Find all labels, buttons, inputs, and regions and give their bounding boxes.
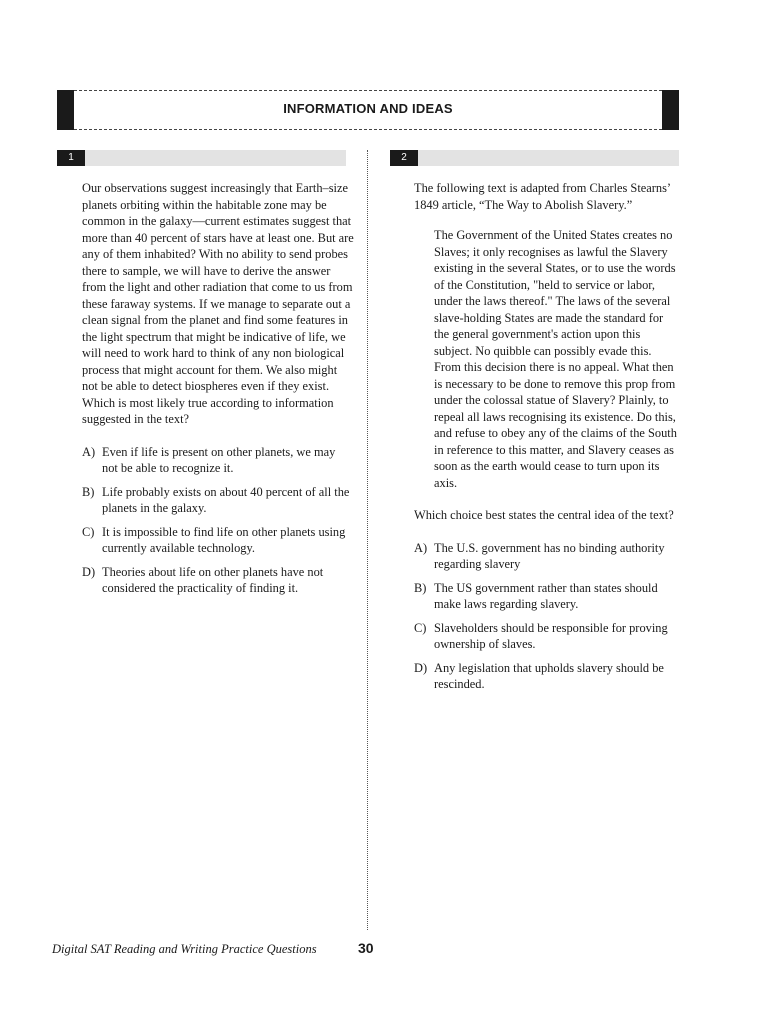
choice-text: The U.S. government has no binding authority regarding slavery: [434, 540, 665, 571]
question-2-passage: The Government of the United States creates no Slaves; it only recognises as lawful the Slavery existing in the several States, or to use the words of the Constitution, "held to service or labor, under the laws thereof." The laws of the several slave-holding States are made the standard for the general government's action upon this subject. No quibble can possibly evade this. From this decision there is no appeal. What then is necessary to be done to remove this prop from under the colossal statue of Slavery? Plainly, to repeal all laws recognising its existence. Do this, and refuse to obey any of the claims of the South in reference to this matter, and Slavery ceases as soon as the earth would cease to turn upon its axis.: [434, 228, 677, 490]
choice-letter: A): [82, 444, 96, 459]
column-divider: [367, 150, 368, 930]
choice-text: The US government rather than states should make laws regarding slavery.: [434, 580, 658, 611]
choice-text: Theories about life on other planets have not considered the practicality of finding it.: [102, 564, 324, 595]
header-bottom-rule: [74, 129, 662, 130]
question-1-choice-c[interactable]: [82, 524, 354, 557]
question-2-stem: Which choice best states the central idea of the text?: [414, 508, 674, 522]
choice-letter: B): [414, 580, 427, 595]
choice-letter: C): [82, 524, 95, 539]
question-2-choice-b[interactable]: [414, 580, 680, 613]
question-2-choice-a[interactable]: [414, 540, 680, 573]
question-1-choice-d[interactable]: [82, 564, 354, 597]
question-1-number: 1: [57, 150, 85, 166]
question-1-choice-a[interactable]: [82, 444, 354, 477]
choice-text: Even if life is present on other planets, we may not be able to recognize it.: [102, 444, 336, 475]
question-1-passage: Our observations suggest increasingly that Earth–size planets orbiting within the habitable zone may be common in the galaxy—current estimates suggest that more than 40 percent of stars have at least one. But are any of them inhabited? With no ability to send probes there to sample, we will have to derive the answer from the light and other radiation that come to us from these faraway systems. If we manage to separate out a clean signal from the planet and find some features in the light spectrum that might be indicative of life, we will need to work hard to think of any non biological process that might account for them. We also might not be able to detect biospheres even if they exist.: [82, 181, 354, 393]
choice-letter: B): [82, 484, 95, 499]
choice-letter: A): [414, 540, 428, 555]
question-2-intro: The following text is adapted from Charles Stearns’ 1849 article, “The Way to Abolish Slavery.”: [414, 181, 671, 212]
question-2-choice-c[interactable]: [414, 620, 680, 653]
choice-text: It is impossible to find life on other planets using currently available technology.: [102, 524, 346, 555]
choice-letter: D): [414, 660, 428, 675]
section-title: INFORMATION AND IDEAS: [283, 101, 453, 116]
section-header: [57, 90, 679, 130]
header-top-rule: [74, 90, 662, 91]
choice-letter: D): [82, 564, 96, 579]
choice-text: Life probably exists on about 40 percent of all the planets in the galaxy.: [102, 484, 350, 515]
question-2-column: [414, 180, 680, 700]
choice-text: Slaveholders should be responsible for proving ownership of slaves.: [434, 620, 668, 651]
choice-letter: C): [414, 620, 427, 635]
page-number: 30: [358, 940, 374, 956]
question-1-choice-b[interactable]: [82, 484, 354, 517]
choice-text: Any legislation that upholds slavery should be rescinded.: [434, 660, 664, 691]
question-1-stem: Which is most likely true according to information suggested in the text?: [82, 395, 334, 426]
question-2-choice-d[interactable]: [414, 660, 680, 693]
question-2-number: 2: [390, 150, 418, 166]
question-1-bar: [57, 150, 346, 166]
question-1-column: [82, 180, 354, 604]
header-right-bar: [662, 90, 679, 130]
footer-title: Digital SAT Reading and Writing Practice Questions: [52, 942, 317, 956]
question-2-bar: [390, 150, 679, 166]
